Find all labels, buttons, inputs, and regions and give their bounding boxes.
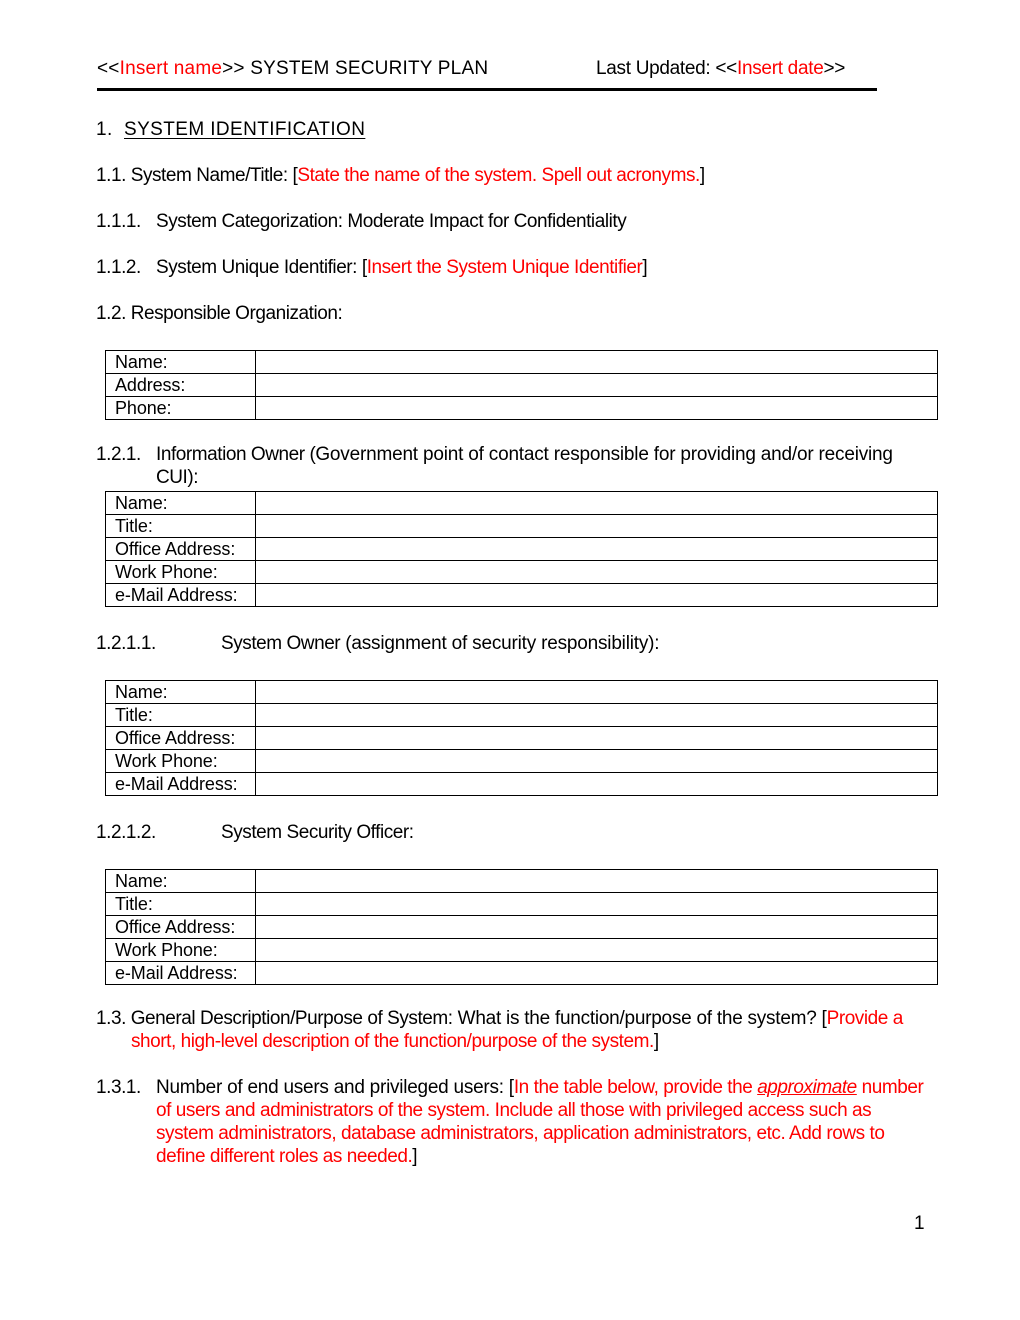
row-label: Address: — [106, 374, 256, 397]
row-value-field[interactable] — [256, 750, 938, 773]
information-owner-heading — [96, 444, 893, 466]
table-row — [106, 750, 938, 773]
header-name-placeholder: Insert name — [119, 58, 223, 79]
section-heading — [96, 119, 365, 141]
bracket-close: ] — [699, 165, 705, 186]
row-label: Office Address: — [106, 727, 256, 750]
table-row — [106, 893, 938, 916]
system-owner-heading — [96, 633, 660, 655]
table-row — [106, 561, 938, 584]
system-identifier-line — [96, 257, 648, 279]
system-security-officer-heading — [96, 822, 414, 844]
system-identifier-instruction: Insert the System Unique Identifier — [366, 257, 643, 278]
row-value-field[interactable] — [256, 916, 938, 939]
system-owner-description: (assignment of security responsibility) — [340, 633, 655, 654]
header-title-text: >> SYSTEM SECURITY PLAN — [222, 58, 489, 79]
row-label: Title: — [106, 704, 256, 727]
system-security-officer-label: System Security Officer: — [221, 822, 414, 843]
bracket-close: ] — [412, 1146, 418, 1167]
responsible-organization-heading: 1.2. Responsible Organization: — [96, 303, 343, 324]
header-title — [97, 58, 488, 80]
row-label: Work Phone: — [106, 750, 256, 773]
page-header — [97, 58, 877, 88]
row-label: Office Address: — [106, 916, 256, 939]
table-row — [106, 962, 938, 985]
row-label: Title: — [106, 893, 256, 916]
row-label: Name: — [106, 870, 256, 893]
table-row — [106, 374, 938, 397]
users-instruction: In the table below, provide the — [513, 1077, 758, 1098]
header-rule — [97, 88, 877, 91]
bracket-close: ] — [642, 257, 648, 278]
table-row — [106, 870, 938, 893]
general-description-line2 — [131, 1031, 659, 1053]
colon: : — [654, 633, 660, 654]
general-description-line1 — [96, 1008, 903, 1030]
users-instruction-line3: system administrators, database administrators, application administrators, etc. Add rows to — [156, 1123, 885, 1144]
users-instruction-line4 — [156, 1146, 417, 1168]
information-owner-description: Government point of contact responsible for providing and/or receiving — [315, 444, 893, 465]
table-row — [106, 351, 938, 374]
general-description-question: What is the function/purpose of the system? [ — [452, 1008, 827, 1029]
users-label: Number of end users and privileged users: [ — [156, 1077, 514, 1098]
row-value-field[interactable] — [256, 773, 938, 796]
row-label: Title: — [106, 515, 256, 538]
row-value-field[interactable] — [256, 374, 938, 397]
row-label: Office Address: — [106, 538, 256, 561]
row-value-field[interactable] — [256, 397, 938, 420]
system-identifier-label: System Unique Identifier: [ — [156, 257, 367, 278]
system-owner-table — [105, 680, 938, 796]
row-label: Phone: — [106, 397, 256, 420]
row-value-field[interactable] — [256, 704, 938, 727]
users-instruction-line4-text: define different roles as needed. — [156, 1146, 413, 1167]
table-row — [106, 727, 938, 750]
row-value-field[interactable] — [256, 515, 938, 538]
row-value-field[interactable] — [256, 893, 938, 916]
table-row — [106, 492, 938, 515]
row-value-field[interactable] — [256, 584, 938, 607]
information-owner-label: Information Owner ( — [156, 444, 316, 465]
bracket-close: ] — [653, 1031, 659, 1052]
general-description-instruction: Provide a — [826, 1008, 903, 1029]
row-label: Name: — [106, 492, 256, 515]
row-label: Name: — [106, 351, 256, 374]
table-row — [106, 939, 938, 962]
users-instruction-cont: number — [856, 1077, 924, 1098]
table-row — [106, 538, 938, 561]
date-close: >> — [823, 58, 846, 79]
table-row — [106, 681, 938, 704]
row-label: Work Phone: — [106, 561, 256, 584]
system-categorization-line — [96, 211, 627, 233]
system-categorization-text: System Categorization: Moderate Impact for Confidentiality — [156, 211, 627, 232]
row-value-field[interactable] — [256, 870, 938, 893]
table-row — [106, 584, 938, 607]
row-label: Work Phone: — [106, 939, 256, 962]
subsection-number: 1.1.1. — [96, 211, 141, 232]
date-placeholder: Insert date — [736, 58, 824, 79]
row-value-field[interactable] — [256, 939, 938, 962]
table-row — [106, 916, 938, 939]
information-owner-description-cont — [156, 467, 198, 489]
users-instruction-line2: of users and administrators of the system. Include all those with privileged access such as — [156, 1100, 872, 1121]
header-name-open: << — [97, 58, 120, 79]
paren-close: ): — [187, 467, 199, 488]
row-value-field[interactable] — [256, 351, 938, 374]
users-heading — [96, 1077, 924, 1099]
general-description-instruction-cont: short, high-level description of the function/purpose of the system. — [131, 1031, 654, 1052]
system-name-line — [96, 165, 705, 187]
row-value-field[interactable] — [256, 962, 938, 985]
system-name-instruction: State the name of the system. Spell out acronyms. — [297, 165, 700, 186]
row-value-field[interactable] — [256, 727, 938, 750]
row-value-field[interactable] — [256, 681, 938, 704]
general-description-label: 1.3. General Description/Purpose of System: — [96, 1008, 453, 1029]
header-last-updated — [596, 58, 845, 80]
section-number: 1. — [96, 119, 113, 140]
system-security-officer-table — [105, 869, 938, 985]
table-row — [106, 704, 938, 727]
subsection-number: 1.2.1.2. — [96, 822, 156, 843]
information-owner-table — [105, 491, 938, 607]
row-value-field[interactable] — [256, 492, 938, 515]
system-name-label: 1.1. System Name/Title: [ — [96, 165, 298, 186]
table-row — [106, 397, 938, 420]
section-title: SYSTEM IDENTIFICATION — [124, 119, 366, 140]
information-owner-description-line2: CUI — [156, 467, 188, 488]
row-label: e-Mail Address: — [106, 773, 256, 796]
table-row — [106, 515, 938, 538]
page-number: 1 — [914, 1213, 925, 1234]
system-owner-label: System Owner — [221, 633, 341, 654]
subsection-number: 1.2.1.1. — [96, 633, 156, 654]
row-value-field[interactable] — [256, 561, 938, 584]
row-label: Name: — [106, 681, 256, 704]
users-instruction-emphasis: approximate — [757, 1077, 857, 1098]
row-value-field[interactable] — [256, 538, 938, 561]
table-row — [106, 773, 938, 796]
responsible-organization-table — [105, 350, 938, 420]
last-updated-label: Last Updated: << — [596, 58, 737, 79]
row-label: e-Mail Address: — [106, 962, 256, 985]
subsection-number: 1.3.1. — [96, 1077, 141, 1098]
subsection-number: 1.1.2. — [96, 257, 141, 278]
row-label: e-Mail Address: — [106, 584, 256, 607]
subsection-number: 1.2.1. — [96, 444, 141, 465]
